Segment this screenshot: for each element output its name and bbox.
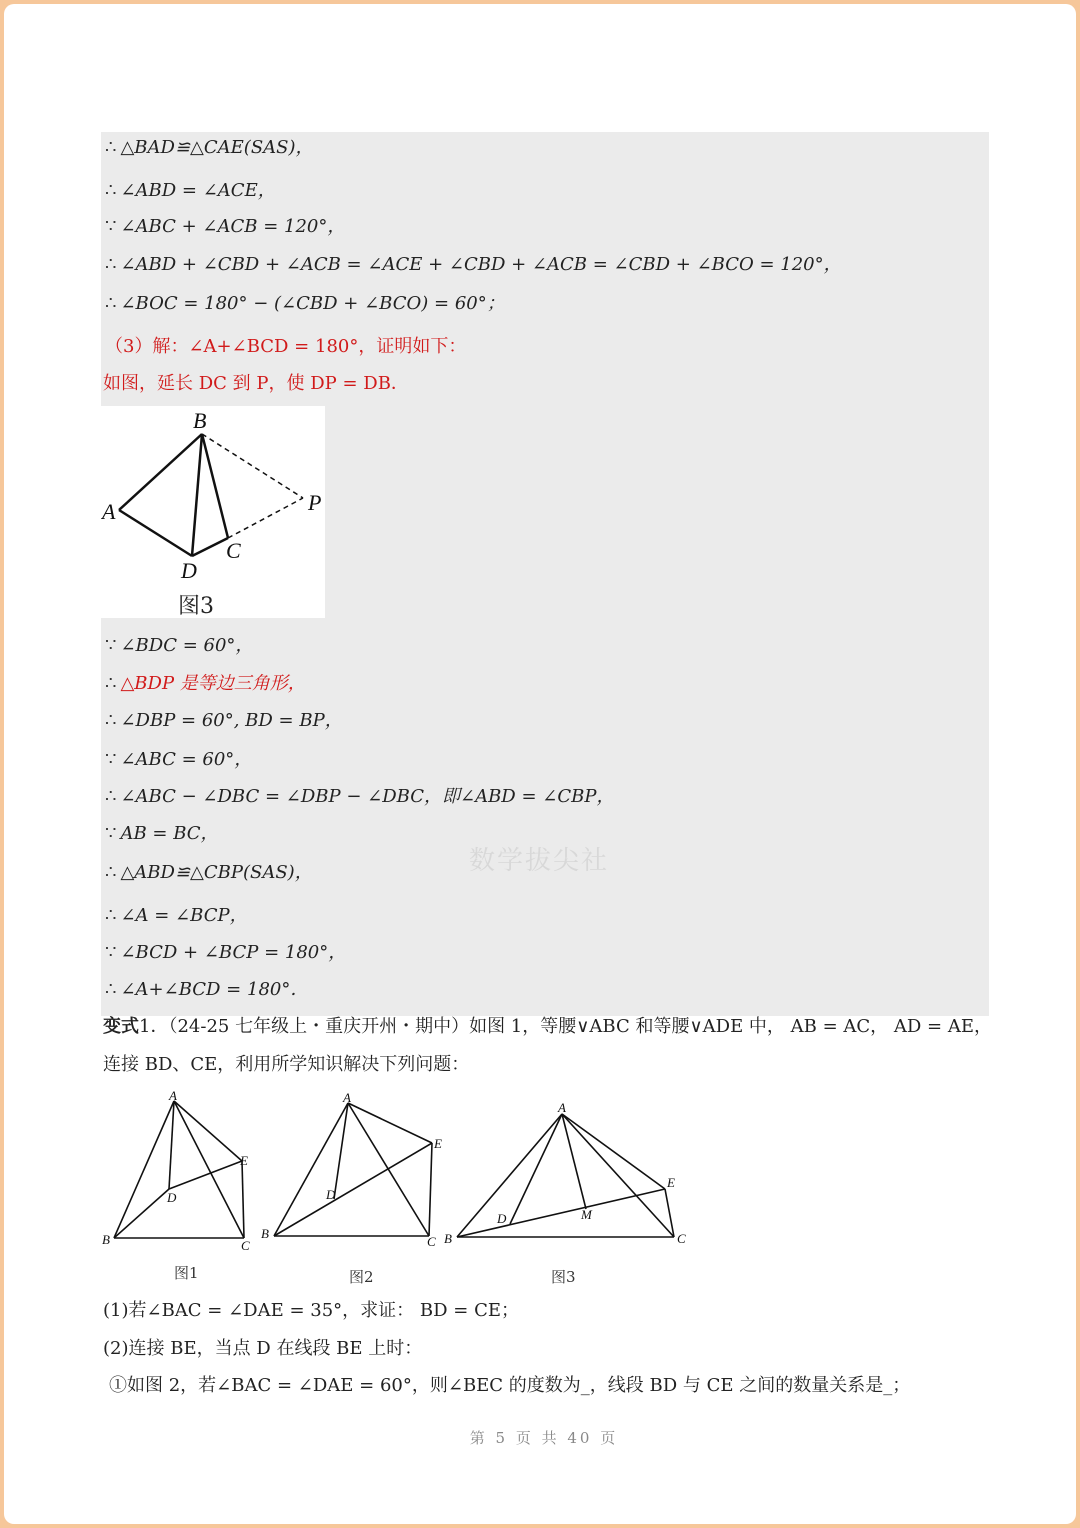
proof-line: ∵ AB = BC， — [105, 823, 219, 844]
page-sheet — [4, 4, 1076, 1524]
svg-text:E: E — [434, 1136, 442, 1151]
segment-BC — [202, 434, 228, 538]
proof-line: ∴ △BDP 是等边三角形， — [105, 673, 306, 694]
svg-text:B: B — [102, 1232, 110, 1247]
segment-BD — [192, 434, 202, 556]
svg-text:A: A — [343, 1090, 351, 1105]
segment-AD — [119, 510, 192, 556]
proof-line: ∴ △ABD≌△CBP(SAS)， — [105, 862, 313, 883]
proof-line: ∵ ∠ABC = 60°， — [105, 749, 253, 770]
svg-text:B: B — [261, 1226, 269, 1241]
part3-construction: 如图，延长 DC 到 P，使 DP = DB． — [103, 373, 409, 394]
variant-tag: 变式 — [103, 1016, 139, 1037]
label-A: A — [102, 499, 116, 524]
svg-text:D: D — [167, 1190, 177, 1205]
proof-line: ∴ ∠BOC = 180° − (∠CBD + ∠BCO) = 60°； — [105, 293, 505, 314]
svg-text:E: E — [240, 1153, 248, 1168]
svg-text:B: B — [444, 1231, 452, 1246]
question-1: (1)若∠BAC = ∠DAE = 35°，求证： BD = CE； — [103, 1300, 520, 1321]
segment-CP — [228, 498, 303, 538]
proof-line: ∴ ∠A = ∠BCP， — [105, 905, 248, 926]
problem-figures — [99, 1086, 719, 1290]
svg-text:D: D — [326, 1187, 336, 1202]
segment-BP — [202, 434, 303, 498]
svg-text:C: C — [427, 1234, 436, 1249]
svg-text:E: E — [667, 1175, 675, 1190]
proof-line: ∴ ∠ABD + ∠CBD + ∠ACB = ∠ACE + ∠CBD + ∠ACB = ∠CBD + ∠BCO = 120°， — [105, 254, 842, 275]
segment-DC — [192, 538, 228, 556]
svg-text:C: C — [241, 1238, 250, 1253]
svg-text:C: C — [677, 1231, 686, 1246]
proof-line: ∵ ∠ABC + ∠ACB = 120°， — [105, 216, 346, 237]
label-C: C — [226, 538, 241, 563]
proof-line: ∵ ∠BCD + ∠BCP = 180°， — [105, 942, 347, 963]
label-P: P — [308, 490, 322, 515]
segment-BA — [119, 434, 202, 510]
label-D: D — [181, 558, 197, 583]
proof-line: ∴ ∠ABD = ∠ACE， — [105, 180, 276, 201]
svg-text:A: A — [169, 1088, 177, 1103]
svg-text:D: D — [497, 1211, 507, 1226]
page-footer: 第 5 页 共 40 页 — [469, 1429, 619, 1447]
figure3-caption: 图3 — [178, 594, 214, 619]
figures-diagram — [99, 1086, 719, 1286]
proof-line: ∴ △BAD≌△CAE(SAS)， — [105, 137, 314, 158]
question-2a: ①如图 2，若∠BAC = ∠DAE = 60°，则∠BEC 的度数为_，线段 BD 与 CE 之间的数量关系是_； — [109, 1375, 911, 1396]
watermark: 数学拔尖社 — [469, 846, 610, 876]
fig2-caption: 图2 — [349, 1268, 374, 1286]
proof-line: ∵ ∠BDC = 60°， — [105, 635, 254, 656]
proof-line: ∴ ∠DBP = 60°, BD = BP， — [105, 710, 343, 731]
svg-text:M: M — [581, 1207, 592, 1222]
figure3-diagram — [101, 406, 325, 618]
variant-line2: 连接 BD、CE，利用所学知识解决下列问题： — [103, 1054, 470, 1075]
question-2: (2)连接 BE，当点 D 在线段 BE 上时： — [103, 1338, 423, 1359]
figure3-box — [101, 406, 325, 618]
variant-line1: 变式1．（24-25 七年级上・重庆开州・期中）如图 1，等腰∨ABC 和等腰∨ADE 中， AB = AC， AD = AE， — [103, 1016, 992, 1037]
proof-line: ∴ ∠A+∠BCD = 180°． — [105, 979, 309, 1000]
fig3-caption-small: 图3 — [551, 1268, 576, 1286]
label-B: B — [193, 408, 207, 433]
fig1-caption: 图1 — [174, 1264, 199, 1282]
part3-heading: （3）解：∠A+∠BCD = 180°，证明如下： — [105, 336, 467, 357]
svg-text:A: A — [558, 1100, 566, 1115]
proof-line: ∴ ∠ABC − ∠DBC = ∠DBP − ∠DBC，即∠ABD = ∠CBP， — [105, 786, 615, 807]
